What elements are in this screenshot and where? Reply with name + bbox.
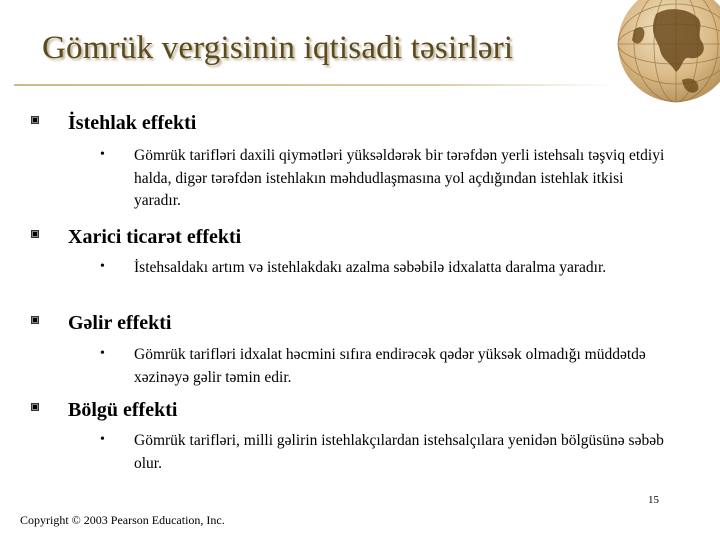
bullet-dot-2: • [100, 259, 105, 274]
section-text-distribution: Gömrük tarifləri, milli gəlirin istehlakçılardan istehsalçılara yenidən bölgüsünə səbəb olur. [134, 432, 664, 472]
section-heading-foreign-trade: Xarici ticarət effekti [68, 226, 242, 248]
section-heading-consumption: İstehlak effekti [68, 112, 197, 134]
bullet-square-2 [31, 230, 39, 238]
bullet-dot-1: • [100, 147, 105, 162]
section-text-foreign-trade: İstehsaldakı artım və istehlakdakı azalma səbəbilə idxalatta daralma yaradır. [134, 259, 607, 276]
bullet-dot-4: • [100, 432, 105, 447]
bullet-square-1 [31, 116, 39, 124]
title-divider [14, 84, 614, 86]
bullet-square-4 [31, 403, 39, 411]
section-heading-distribution: Bölgü effekti [68, 399, 178, 421]
page-number: 15 [648, 494, 659, 506]
section-text-consumption: Gömrük tarifləri daxili qiymətləri yüksəldərək bir tərəfdən yerli istehsalı təşviq etdiyi halda, digər tərəfdən istehlakın məhdudlaşmasına yol açdığından istehlak itkisi yaradır. [134, 147, 665, 209]
copyright-notice: Copyright © 2003 Pearson Education, Inc. [20, 513, 225, 527]
section-text-revenue: Gömrük tarifləri idxalat həcmini sıfıra endirəcək qədər yüksək olmadığı müddətdə xəzinəyə gəlir təmin edir. [134, 346, 646, 386]
globe-icon [612, 0, 720, 110]
section-heading-revenue: Gəlir effekti [68, 312, 172, 334]
bullet-dot-3: • [100, 346, 105, 361]
slide-title: Gömrük vergisinin iqtisadi təsirləri [42, 30, 514, 66]
bullet-square-3 [31, 316, 39, 324]
